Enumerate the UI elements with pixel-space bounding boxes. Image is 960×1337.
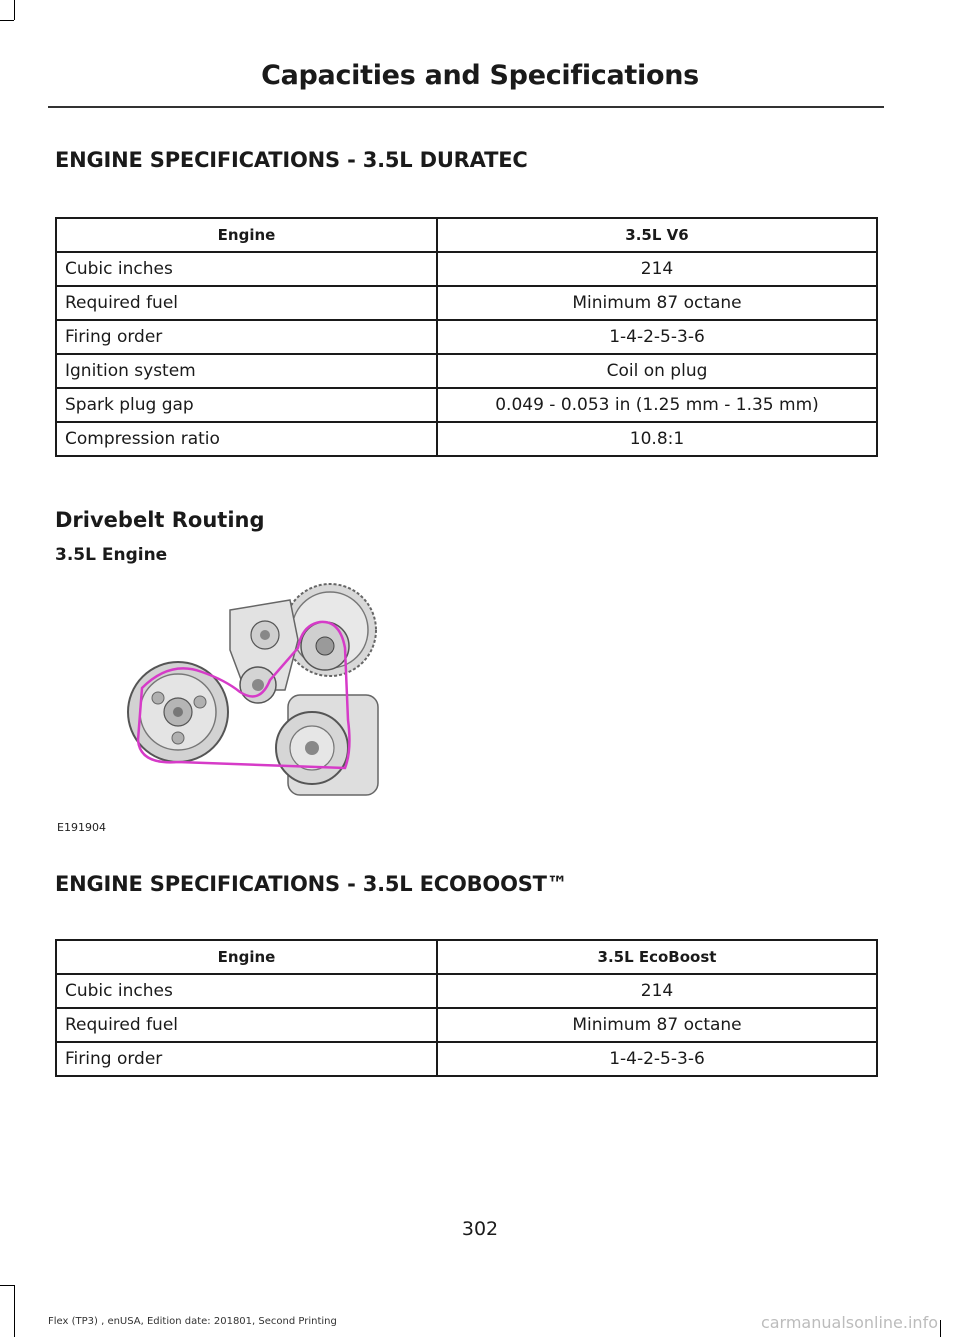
duratec-spec-table	[55, 217, 878, 457]
drivebelt-heading: Drivebelt Routing	[55, 508, 265, 532]
footer-edition-text: Flex (TP3) , enUSA, Edition date: 201801, Second Printing	[48, 1316, 337, 1327]
table-header-cell: Engine	[56, 940, 437, 974]
table-header-cell: 3.5L EcoBoost	[437, 940, 877, 974]
table-cell-label: Firing order	[56, 1042, 437, 1076]
table-cell-label: Required fuel	[56, 1008, 437, 1042]
drivebelt-routing-diagram	[120, 580, 390, 800]
table-header-cell: Engine	[56, 218, 437, 252]
table-cell-value: 10.8:1	[437, 422, 877, 456]
table-cell-label: Compression ratio	[56, 422, 437, 456]
table-cell-value: 214	[437, 974, 877, 1008]
table-cell-value: 0.049 - 0.053 in (1.25 mm - 1.35 mm)	[437, 388, 877, 422]
table-row	[56, 422, 877, 456]
crop-mark	[0, 1285, 14, 1286]
crop-mark	[14, 1285, 15, 1337]
table-cell-value: Minimum 87 octane	[437, 286, 877, 320]
table-header-row	[56, 940, 877, 974]
table-header-row	[56, 218, 877, 252]
table-row	[56, 354, 877, 388]
alternator-pulley	[284, 584, 376, 676]
table-cell-label: Firing order	[56, 320, 437, 354]
ecoboost-section-title: ENGINE SPECIFICATIONS - 3.5L ECOBOOST™	[55, 872, 568, 896]
table-cell-value: 214	[437, 252, 877, 286]
table-cell-value: Minimum 87 octane	[437, 1008, 877, 1042]
crop-mark	[14, 0, 15, 20]
header-rule	[48, 106, 884, 108]
table-row	[56, 388, 877, 422]
drivebelt-subheading: 3.5L Engine	[55, 545, 168, 565]
watermark: carmanualsonline.info	[760, 1313, 938, 1332]
table-row	[56, 252, 877, 286]
ac-compressor	[276, 695, 378, 795]
page-header-title: Capacities and Specifications	[261, 60, 699, 91]
table-cell-label: Spark plug gap	[56, 388, 437, 422]
table-row	[56, 320, 877, 354]
crop-mark	[940, 1320, 941, 1337]
idler-pulley	[240, 667, 276, 703]
table-row	[56, 1008, 877, 1042]
table-cell-label: Required fuel	[56, 286, 437, 320]
table-row	[56, 286, 877, 320]
table-cell-label: Cubic inches	[56, 252, 437, 286]
table-cell-value: 1-4-2-5-3-6	[437, 320, 877, 354]
ecoboost-spec-table	[55, 939, 878, 1077]
figure-id: E191904	[57, 821, 106, 834]
table-cell-value: Coil on plug	[437, 354, 877, 388]
table-row	[56, 1042, 877, 1076]
crop-mark	[0, 20, 14, 21]
table-cell-label: Ignition system	[56, 354, 437, 388]
table-cell-label: Cubic inches	[56, 974, 437, 1008]
table-header-cell: 3.5L V6	[437, 218, 877, 252]
page-number: 302	[461, 1218, 499, 1240]
table-row	[56, 974, 877, 1008]
duratec-section-title: ENGINE SPECIFICATIONS - 3.5L DURATEC	[55, 148, 528, 172]
table-cell-value: 1-4-2-5-3-6	[437, 1042, 877, 1076]
